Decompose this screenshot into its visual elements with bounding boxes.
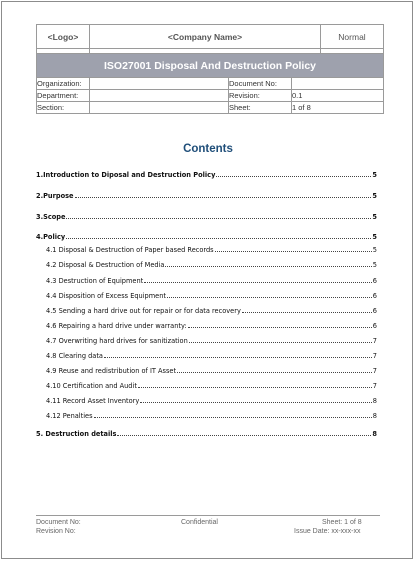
department-value xyxy=(90,90,229,102)
revision-value: 0.1 xyxy=(292,90,384,102)
revision-label: Revision: xyxy=(229,90,292,102)
toc-entry-4-10[interactable]: 4.10 Certification and Audit 7 xyxy=(46,382,377,390)
toc-entry-4-9[interactable]: 4.9 Reuse and redistribution of IT Asset 7 xyxy=(46,367,377,375)
company-name-cell: <Company Name> xyxy=(90,25,321,49)
section-label: Section: xyxy=(37,102,90,114)
department-label: Department: xyxy=(37,90,90,102)
document-no-label: Document No: xyxy=(229,78,292,90)
toc-entry-4-2[interactable]: 4.2 Disposal & Destruction of Media 5 xyxy=(46,261,377,269)
toc-entry-introduction[interactable]: 1.Introduction to Diposal and Destruction Policy 5 xyxy=(36,171,377,179)
toc-entry-destruction-details[interactable]: 5. Destruction details 8 xyxy=(36,430,377,438)
section-value xyxy=(90,102,229,114)
contents-heading: Contents xyxy=(183,143,233,155)
toc-entry-purpose[interactable]: 2.Purpose 5 xyxy=(36,192,377,200)
footer-issue-date: Issue Date: xx-xxx-xx xyxy=(294,528,361,535)
organization-value xyxy=(90,78,229,90)
logo-cell: <Logo> xyxy=(37,25,90,49)
organization-label: Organization: xyxy=(37,78,90,90)
sheet-label: Sheet: xyxy=(229,102,292,114)
footer-divider xyxy=(36,515,380,516)
toc-entry-scope[interactable]: 3.Scope 5 xyxy=(36,213,377,221)
document-no-value xyxy=(292,78,384,90)
footer-document-no: Document No: xyxy=(36,519,81,526)
document-title-banner: ISO27001 Disposal And Destruction Policy xyxy=(37,54,384,78)
classification-cell: Normal xyxy=(321,25,384,49)
footer-revision-no: Revision No: xyxy=(36,528,76,535)
toc-entry-policy[interactable]: 4.Policy 5 xyxy=(36,233,377,241)
toc-entry-4-7[interactable]: 4.7 Overwriting hard drives for sanitization 7 xyxy=(46,337,377,345)
toc-entry-4-8[interactable]: 4.8 Clearing data 7 xyxy=(46,352,377,360)
document-header-table xyxy=(36,24,384,114)
sheet-value: 1 of 8 xyxy=(292,102,384,114)
toc-entry-4-11[interactable]: 4.11 Record Asset Inventory 8 xyxy=(46,397,377,405)
document-page xyxy=(1,1,413,559)
toc-entry-4-5[interactable]: 4.5 Sending a hard drive out for repair or for data recovery 6 xyxy=(46,307,377,315)
toc-entry-4-4[interactable]: 4.4 Disposition of Excess Equipment 6 xyxy=(46,292,377,300)
toc-entry-4-6[interactable]: 4.6 Repairing a hard drive under warranty: 6 xyxy=(46,322,377,330)
toc-entry-4-1[interactable]: 4.1 Disposal & Destruction of Paper based Records 5 xyxy=(46,246,377,254)
footer-confidential: Confidential xyxy=(181,519,218,526)
toc-entry-4-3[interactable]: 4.3 Destruction of Equipment 6 xyxy=(46,277,377,285)
toc-entry-4-12[interactable]: 4.12 Penalties 8 xyxy=(46,412,377,420)
footer-sheet: Sheet: 1 of 8 xyxy=(322,519,362,526)
